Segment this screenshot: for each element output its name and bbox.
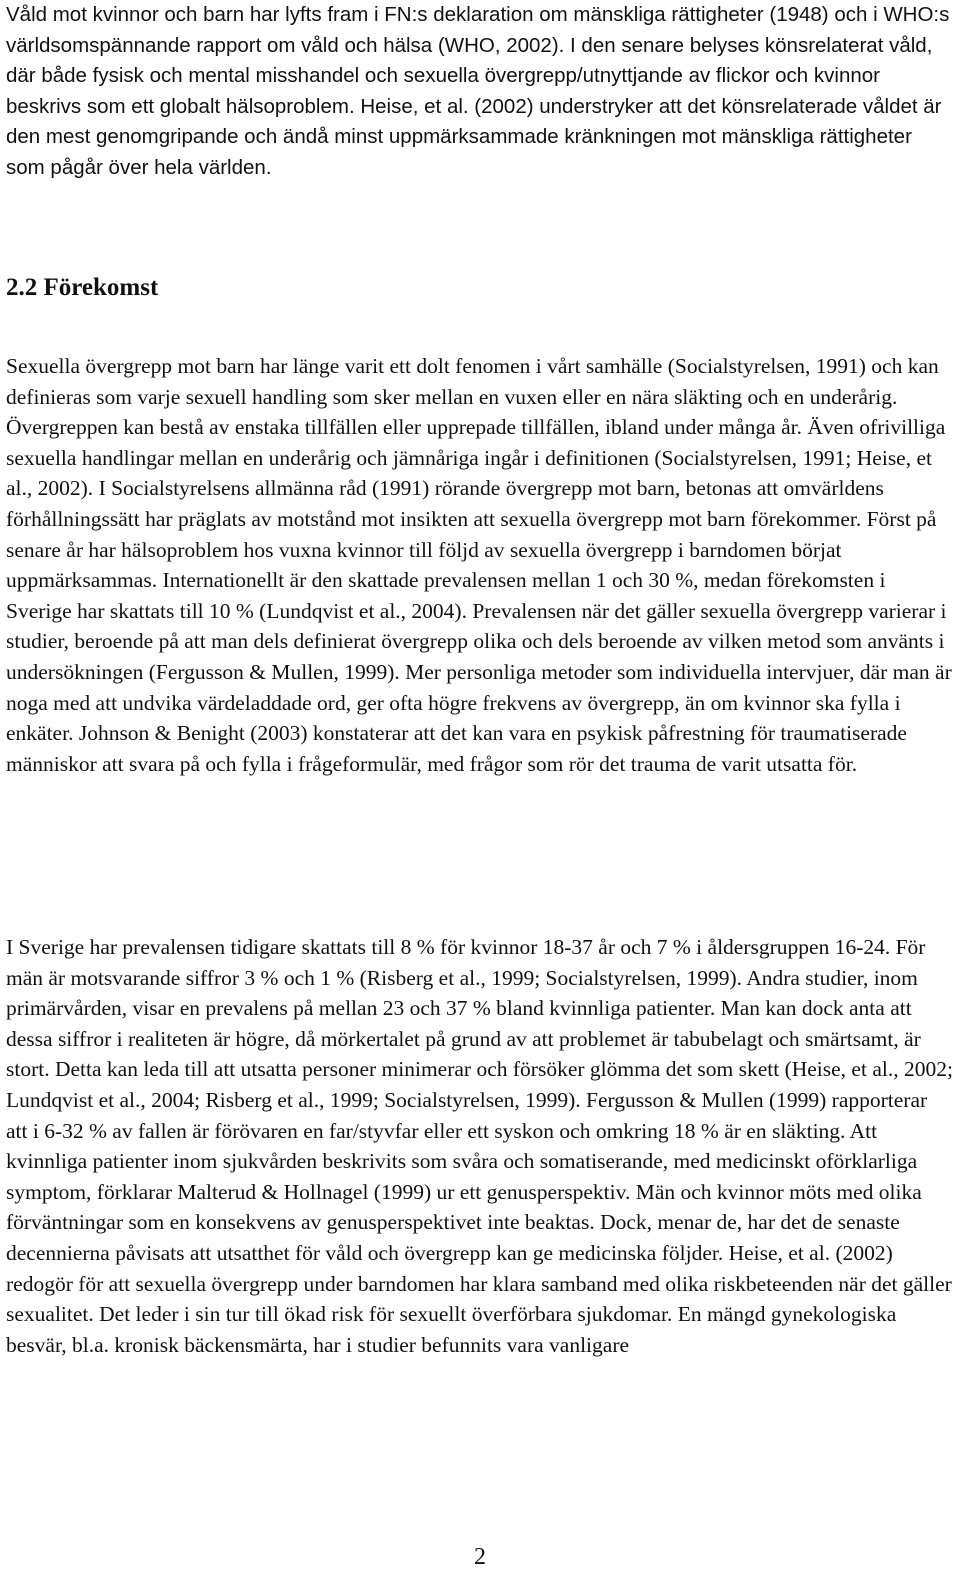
paragraph-prevalence-part-2: I Socialstyrelsens allmänna råd (1991) rörande övergrepp mot barn, betonas att omvärldens förhållningssätt har präglats av motstånd mot insikten att sexuella övergrepp mot barn förekommer. Först på senare år har hälsoproblem hos vuxna kvinnor till följd av sexuella övergrepp i barndomen börjat uppmärksammas. Internationellt är den skattade prevalensen mellan 1 och 30 %, medan förekomsten i Sverige har skattats till 10 % (Lundqvist et al., 2004). Prevalensen när det gäller sexuella övergrepp varierar i studier, beroende på att man dels definierat övergrepp olika och dels beroende av vilken metod som använts i undersökningen (Fergusson & Mullen, 1999). Mer personliga metoder som individuella intervjuer, där man är noga med att undvika värdeladdade ord, ger ofta högre frekvens av övergrepp, än om kvinnor ska fylla i enkäter. Johnson & Benight (2003) konstaterar att det kan vara en psykisk påfrestning för traumatiserade människor att svara på och fylla i frågeformulär, med frågor som rör det trauma de varit utsatta för. [6,476,952,776]
section-heading: 2.2 Förekomst [6,274,159,301]
page-number: 2 [474,1544,486,1570]
paragraph-sweden: I Sverige har prevalensen tidigare skattats till 8 % för kvinnor 18-37 år och 7 % i åldersgruppen 16-24. För män är motsvarande siffror 3 % och 1 % (Risberg et al., 1999; Socialstyrelsen, 1999). Andra studier, inom primärvården, visar en prevalens på mellan 23 och 37 % bland kvinnliga patienter. Man kan dock anta att dessa siffror i realiteten är högre, då mörkertalet på grund av att problemet är tabubelagt och smärtsamt, är stort. Detta kan leda till att utsatta personer minimerar och försöker glömma det som skett (Heise, et al., 2002; Lundqvist et al., 2004; Risberg et al., 1999; Socialstyrelsen, 1999). Fergusson & Mullen (1999) rapporterar att i 6-32 % av fallen är förövaren en far/styvfar eller ett syskon och omkring 18 % är en släkting. Att kvinnliga patienter inom sjukvården beskrivits som svåra och somatiserande, med medicinskt oförklarliga symptom, förklarar Malterud & Hollnagel (1999) ur ett genusperspektiv. Män och kvinnor möts med olika förväntningar som en konsekvens av genusperspektivet inte beaktas. Dock, menar de, har det de senaste decennierna påvisats att utsatthet för våld och övergrepp kan ge medicinska följder. Heise, et al. (2002) redogör för att sexuella övergrepp under barndomen har klara samband med olika riskbeteenden när det gäller sexualitet. Det leder i sin tur till ökad risk för sexuellt överförbara sjukdomar. En mängd gynekologiska besvär, bl.a. kronisk bäckensmärta, har i studier befunnits vara vanligare [6,935,953,1357]
paragraph-prevalence [6,351,954,779]
intro-paragraph: Våld mot kvinnor och barn har lyfts fram i FN:s deklaration om mänskliga rättigheter (1948) och i WHO:s världsomspännande rapport om våld och hälsa (WHO, 2002). I den senare belyses könsrelaterat våld, där både fysisk och mental misshandel och sexuella övergrepp/utnyttjande av flickor och kvinnor beskrivs som ett globalt hälsoproblem. Heise, et al. (2002) understryker att det könsrelaterade våldet är den mest genomgripande och ändå minst uppmärksammade kränkningen mot mänskliga rättigheter som pågår över hela världen. [6,3,950,179]
paragraph-prevalence-part-1: Sexuella övergrepp mot barn har länge varit ett dolt fenomen i vårt samhälle (Socialstyrelsen, 1991) och kan definieras som varje sexuell handling som sker mellan en vuxen eller en nära släkting och en underårig. Övergreppen kan bestå av enstaka tillfällen eller upprepade tillfällen, ibland under många år. Även ofrivilliga sexuella handlingar mellan en underårig och jämnåriga ingår i definitionen (Socialstyrelsen, 1991; Heise, et al., 2002). [6,354,946,501]
